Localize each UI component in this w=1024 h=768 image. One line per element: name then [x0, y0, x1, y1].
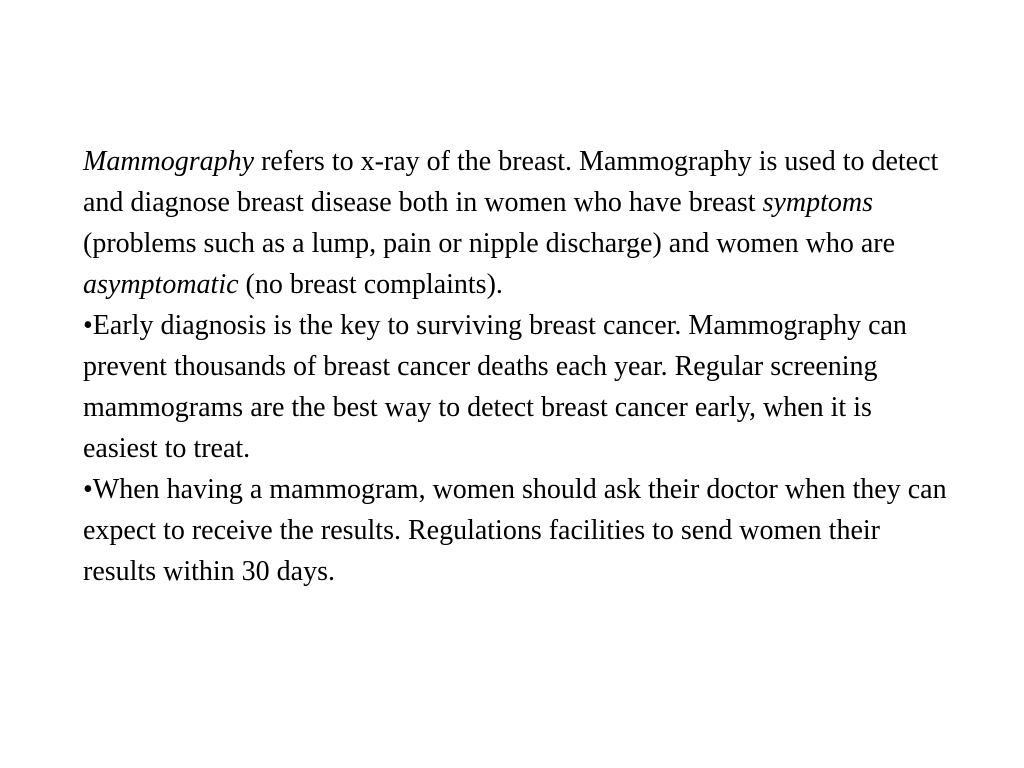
- intro-paragraph: [83, 141, 953, 305]
- bullet-early-diagnosis: •Early diagnosis is the key to surviving breast cancer. Mammography can prevent thousands of breast cancer deaths each year. Regular screening mammograms are the best way to detect breast cancer early, when it is easiest to treat.: [83, 310, 907, 464]
- term-mammography: Mammography: [83, 146, 255, 177]
- term-symptoms: symptoms: [762, 187, 874, 218]
- intro-text-1: refers to x-ray of the breast. Mammography is used to detect and diagnose breast disease both in women who have breast: [83, 146, 939, 218]
- intro-text-2: (problems such as a lump, pain or nipple discharge) and women who are: [83, 228, 896, 259]
- bullet-results-timing: •When having a mammogram, women should ask their doctor when they can expect to receive the results. Regulations facilities to send women their results within 30 days.: [83, 474, 947, 587]
- slide-text-body: [83, 141, 953, 592]
- term-asymptomatic: asymptomatic: [83, 269, 239, 300]
- intro-text-3: (no breast complaints).: [238, 269, 503, 300]
